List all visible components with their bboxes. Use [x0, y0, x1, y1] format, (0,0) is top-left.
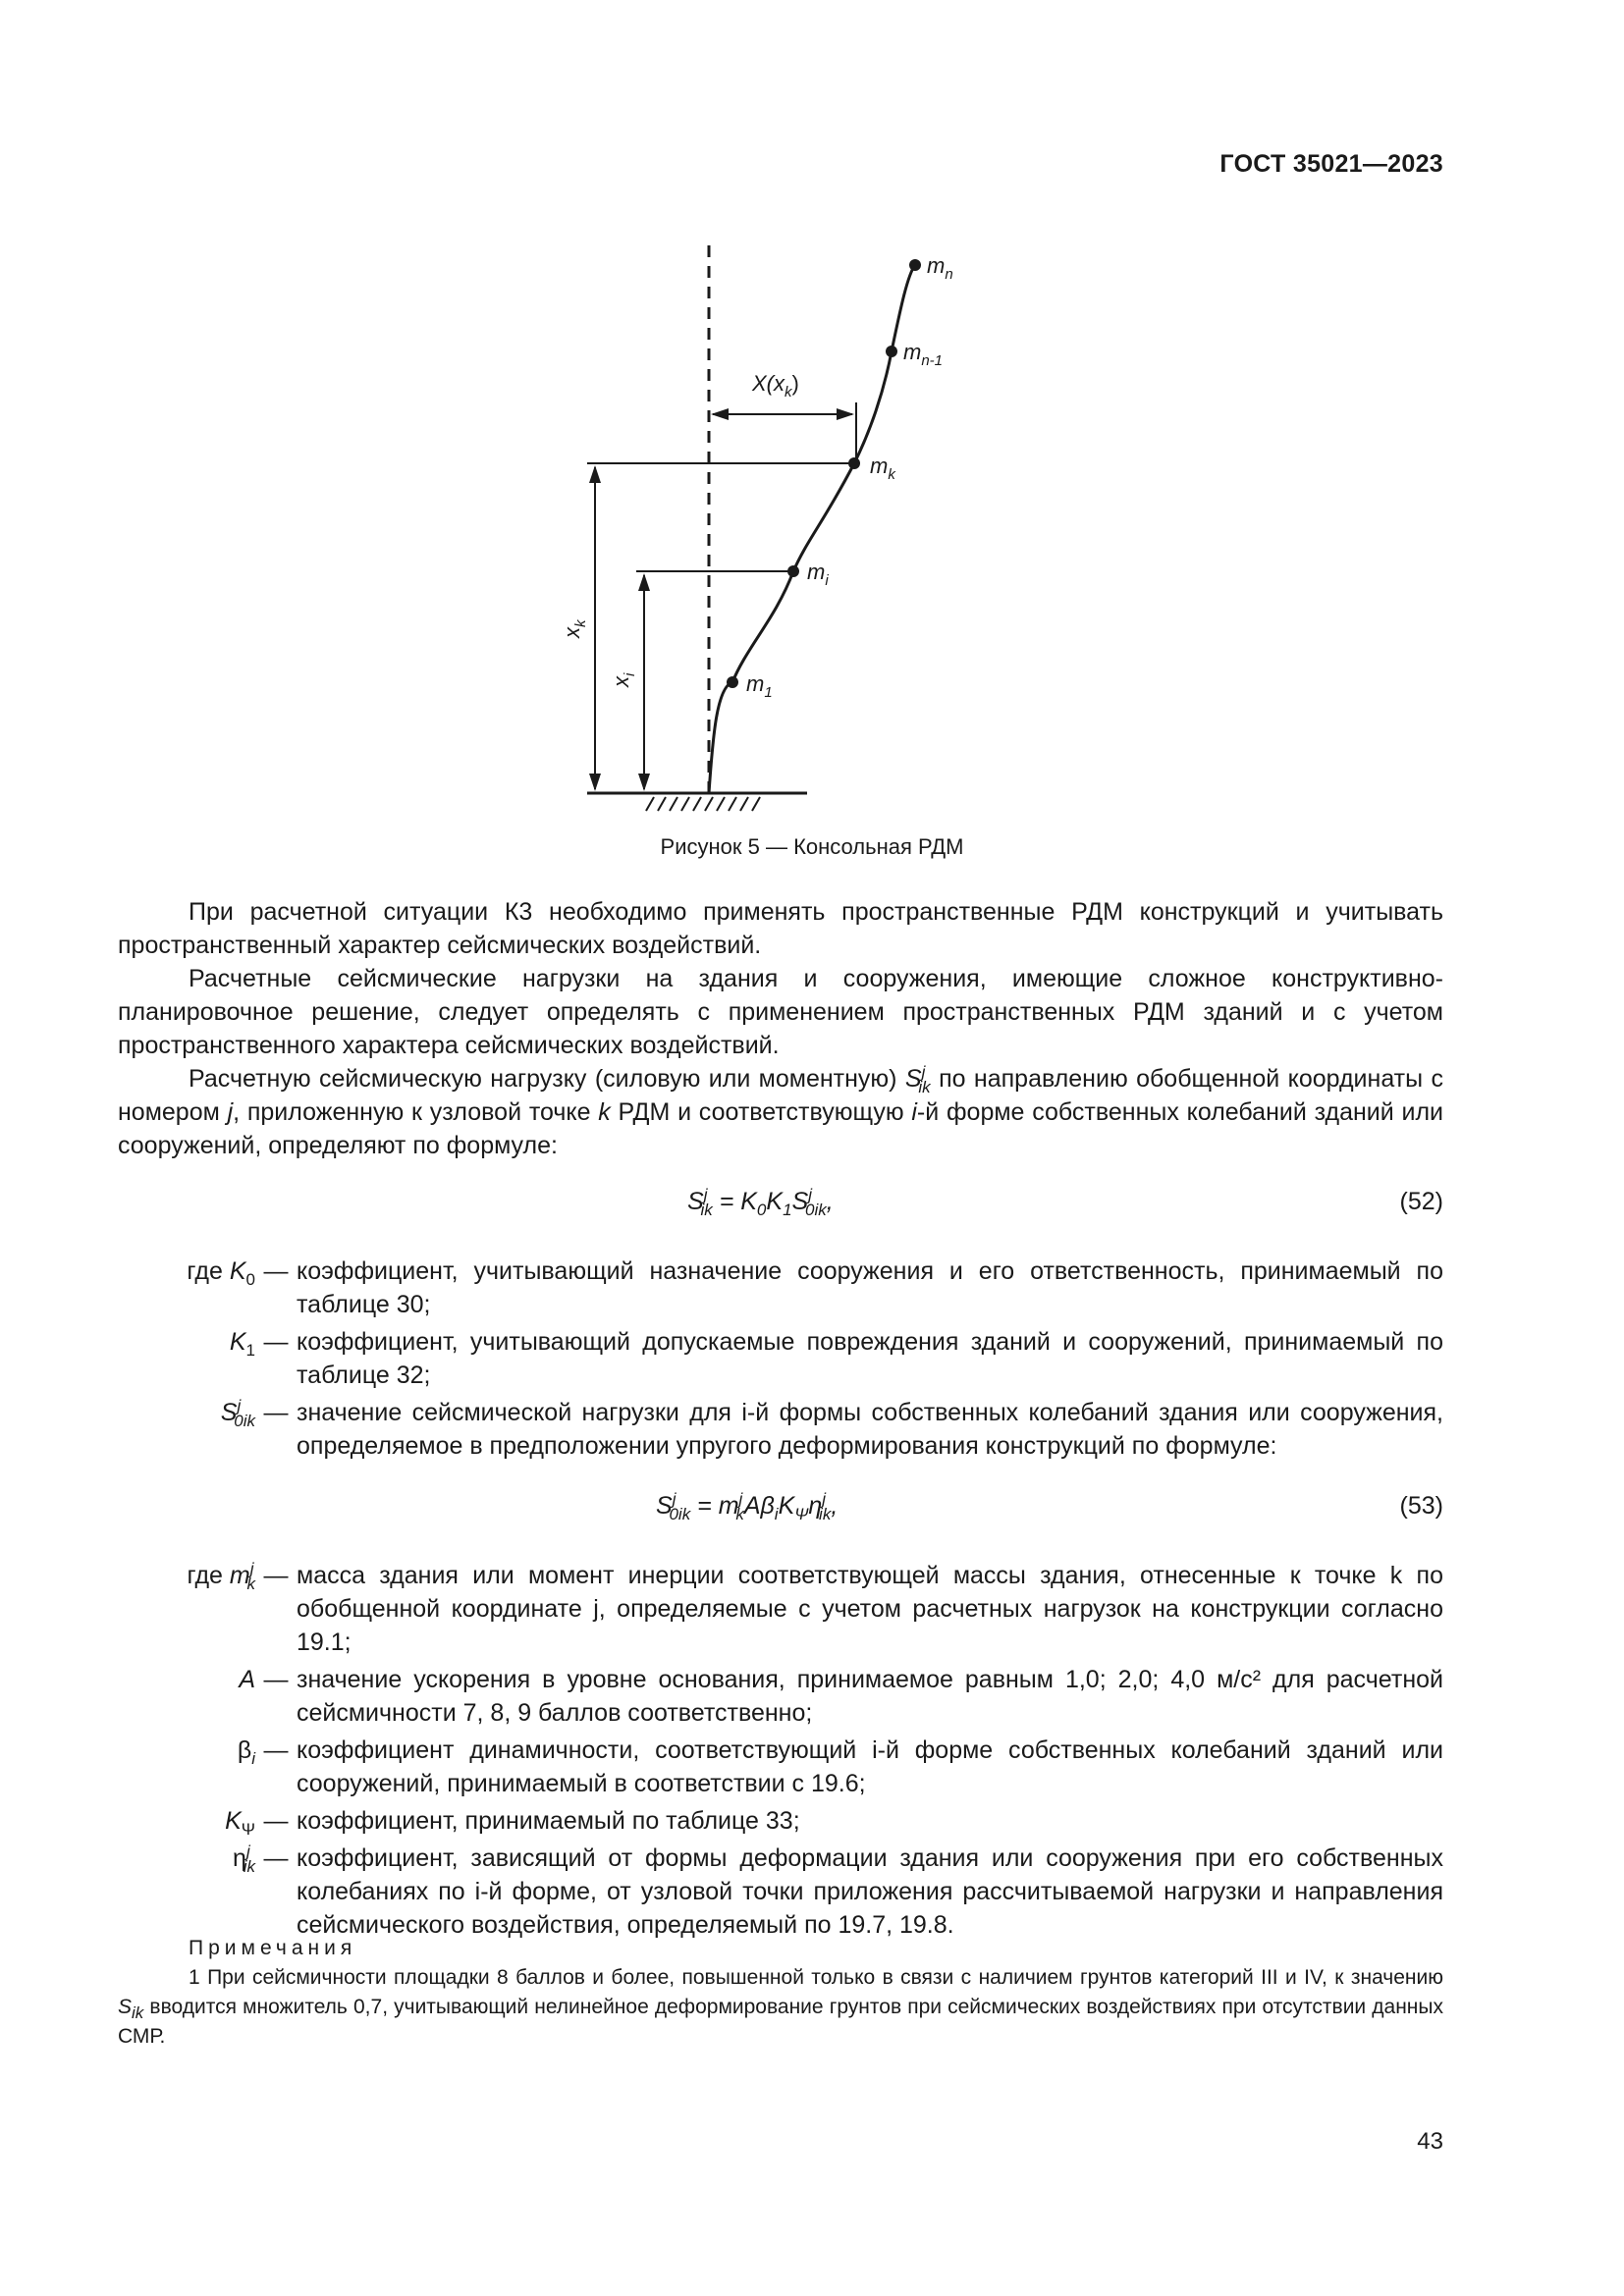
- label-m1: $m_1$: [746, 671, 773, 701]
- definition-eta: $\eta^j_{ik}$ — коэффициент, зависящий от формы деформации здания или сооружения при его собственных колебаниях по i-й форме, от узловой точки приложения рассчитываемой нагрузки и направления сейсмического воздействия, определяемый по 19.7, 19.8.: [233, 1842, 1443, 1939]
- label-X: $X(x_k)$: [752, 371, 799, 400]
- definition-mk: где $m^j_k$ — масса здания или момент инерции соответствующей массы здания, отнесенные к точке k по обобщенной координате j, определяемые с учетом расчетных нагрузок на конструкции согласно 19.1;: [187, 1559, 1443, 1656]
- arrow-X-left: [711, 408, 729, 420]
- body-paragraphs: [118, 895, 1443, 1162]
- mass-point-mi: [787, 565, 799, 577]
- note-1: 1 При сейсмичности площадки 8 баллов и более, повышенной только в связи с наличием грунтов категорий III и IV, к значению $S_{ik}$ вводится множитель 0,7, учитывающий нелинейное деформирование грунтов при сейсмических воздействиях при отсутствии данных СМР.: [118, 1966, 1443, 2048]
- definition-s0ik: $S^j_{0ik}$ — значение сейсмической нагрузки для i-й формы собственных колебаний здания или сооружения, определяемое в предположении упругого деформирования конструкций по формуле:: [220, 1396, 1443, 1460]
- figure-caption: Рисунок 5 — Консольная РДМ: [660, 834, 964, 859]
- label-mk: $m_k$: [870, 454, 895, 483]
- mass-point-m1: [727, 676, 738, 688]
- arrow-xk-bottom: [589, 774, 601, 791]
- cantilever-model-figure: [550, 226, 1001, 815]
- formula-53: $S^j_{0ik} = m^j_kA\beta_iK_\Psi\eta^j_{ik}$,: [656, 1489, 839, 1523]
- definition-beta: $\beta_i$ — коэффициент динамичности, соответствующий i-й форме собственных колебаний зданий или сооружений, принимаемый в соответствии с 19.6;: [237, 1736, 1443, 1797]
- definition-k1: $K_1$ — коэффициент, учитывающий допускаемые повреждения зданий и сооружений, принимаемый по таблице 32;: [229, 1328, 1443, 1389]
- definition-k0: где $K_0$ — коэффициент, учитывающий назначение сооружения и его ответственность, принимаемый по таблице 30;: [187, 1257, 1443, 1318]
- definitions-list-1: [118, 1255, 1443, 1467]
- arrow-xk-top: [589, 465, 601, 483]
- arrow-X-right: [837, 408, 854, 420]
- arrow-xi-top: [638, 573, 650, 591]
- mass-point-mn: [909, 259, 921, 271]
- definitions-list-2: [118, 1559, 1443, 1946]
- arrow-xi-bottom: [638, 774, 650, 791]
- page-number: 43: [1417, 2128, 1443, 2155]
- paragraph-3: Расчетную сейсмическую нагрузку (силовую или моментную) $S^j_{ik}$ по направлению обобщенной координаты с номером j, приложенную к узловой точке k РДМ и соответствующую i-й форме собственных колебаний зданий или сооружений, определяют по формуле:: [118, 1062, 1443, 1159]
- mass-point-mn1: [886, 346, 897, 357]
- paragraph-1: При расчетной ситуации К3 необходимо применять пространственные РДМ конструкций и учитывать пространственный характер сейсмических воздействий.: [118, 898, 1443, 959]
- label-mi: $m_i$: [807, 560, 829, 589]
- formula-52: $S^j_{ik} = K_0K_1S^j_{0ik}$,: [687, 1185, 834, 1219]
- label-mn: $m_n$: [927, 253, 953, 283]
- ground-hatching: [646, 797, 760, 811]
- label-xk: $x_k$: [560, 619, 589, 638]
- label-xi: $x_i$: [609, 672, 638, 687]
- notes-title: Примечания: [189, 1937, 357, 1959]
- equation-number-53: (53): [1399, 1492, 1443, 1520]
- deformed-shape-curve: [709, 265, 915, 793]
- document-header: ГОСТ 35021—2023: [1219, 150, 1443, 178]
- definition-kpsi: $K_\Psi$ — коэффициент, принимаемый по таблице 33;: [225, 1807, 800, 1839]
- mass-point-mk: [848, 457, 860, 469]
- notes-section: [118, 1934, 1443, 2052]
- equation-number-52: (52): [1399, 1188, 1443, 1215]
- figure-diagram: [550, 226, 1001, 815]
- label-mn1: $m_{n-1}$: [903, 340, 944, 369]
- paragraph-2: Расчетные сейсмические нагрузки на здания и сооружения, имеющие сложное конструктивно-планировочное решение, следует определять с применением пространственных РДМ зданий и с учетом пространственного характера сейсмических воздействий.: [118, 965, 1443, 1059]
- definition-a: A — значение ускорения в уровне основания, принимаемое равным 1,0; 2,0; 4,0 м/с² для расчетной сейсмичности 7, 8, 9 баллов соответственно;: [239, 1666, 1443, 1727]
